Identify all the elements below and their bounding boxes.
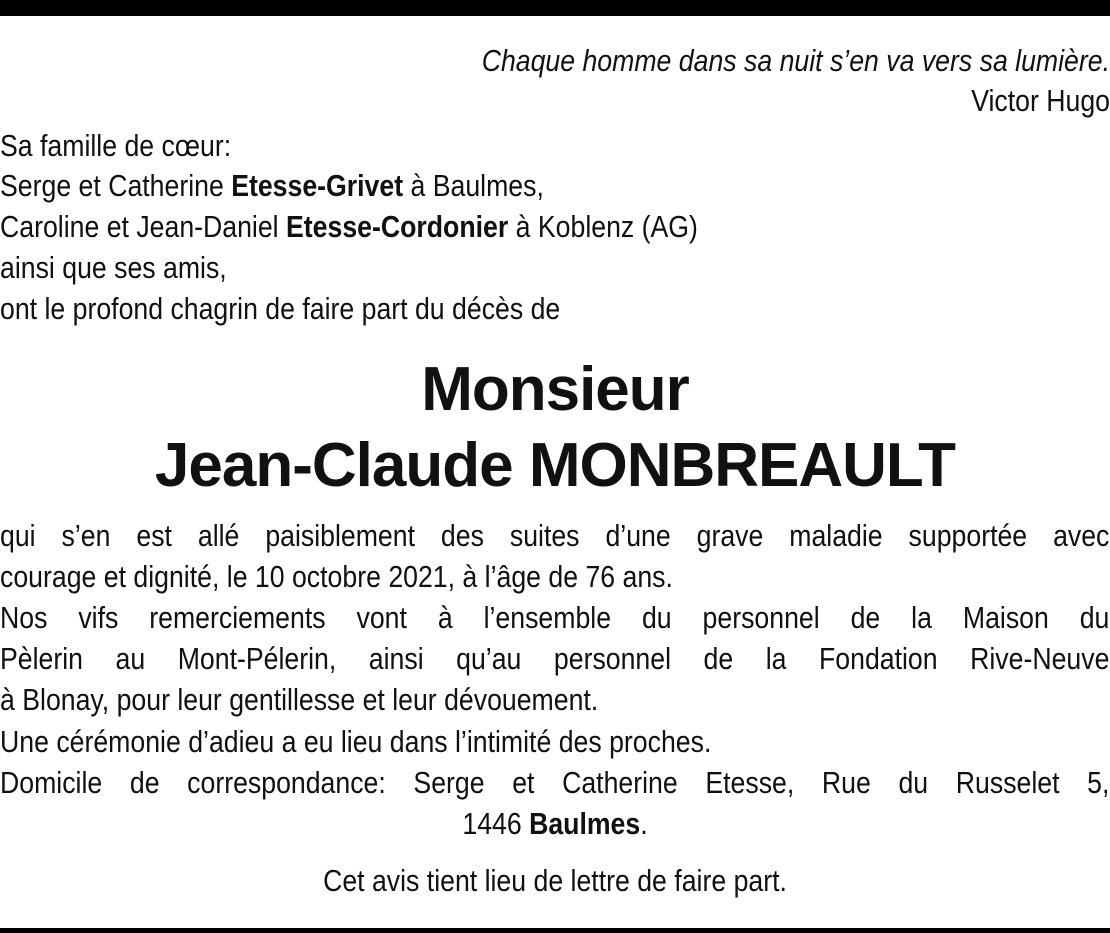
body-line-7: Domicile de correspondance: Serge et Catherine Etesse, Rue du Russelet 5, [0,765,1110,800]
family-member-2: Caroline et Jean-Daniel Etesse-Cordonier à Koblenz (AG) [0,209,698,244]
quote-author: Victor Hugo [971,83,1110,118]
family-member-2-surname: Etesse-Cordonier [286,209,509,244]
body-line-6: Une cérémonie d’adieu a eu lieu dans l’intimité des proches. [0,724,712,759]
deceased-title: Monsieur [421,355,689,424]
address-city: Baulmes [529,806,641,841]
body-line-2: courage et dignité, le 10 octobre 2021, à l’âge de 76 ans. [0,559,673,594]
top-rule [0,0,1110,16]
announcement-line: ont le profond chagrin de faire part du décès de [0,291,561,326]
closing-line: Cet avis tient lieu de lettre de faire part. [323,863,787,898]
address-city-line: 1446 Baulmes. [462,806,648,841]
family-member-1-surname: Etesse-Grivet [231,168,404,203]
quote-text: Chaque homme dans sa nuit s’en va vers sa lumière. [481,43,1110,78]
body-line-5: à Blonay, pour leur gentillesse et leur dévouement. [0,682,599,717]
body-line-1: qui s’en est allé paisiblement des suites d’une grave maladie supportée avec [0,518,1110,553]
family-intro: Sa famille de cœur: [0,128,232,163]
body-line-3: Nos vifs remerciements vont à l’ensemble du personnel de la Maison du [0,600,1110,635]
family-member-1: Serge et Catherine Etesse-Grivet à Baulmes, [0,168,544,203]
bottom-rule [0,928,1110,933]
deceased-name: Jean-Claude MONBREAULT [154,431,956,500]
friends-line: ainsi que ses amis, [0,250,227,285]
body-line-4: Pèlerin au Mont-Pélerin, ainsi qu’au personnel de la Fondation Rive-Neuve [0,641,1110,676]
